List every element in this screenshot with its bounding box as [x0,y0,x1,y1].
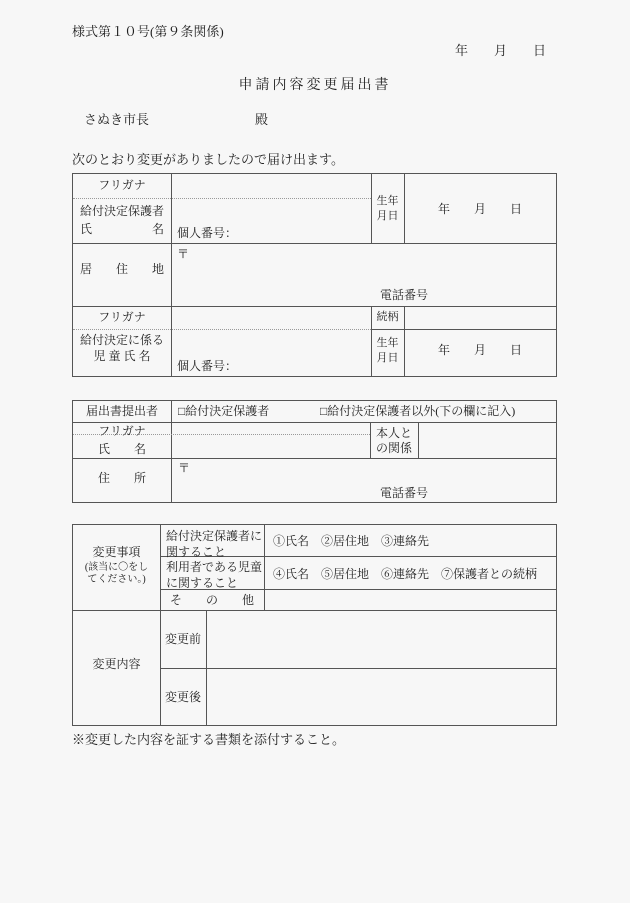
furigana-divider [73,329,371,330]
residence-label: 居 住 地 [79,262,164,276]
divider [404,306,405,376]
divider [418,422,419,458]
change-table [72,524,557,726]
divider [73,458,556,459]
page-title: 申請内容変更届出書 [238,78,392,93]
guardian-name-label-line1: 給付決定保護者 [79,204,164,218]
divider [73,422,556,423]
submitter-relation-label-line1: 本人と [375,426,412,440]
row-guardian-label-line2: 関すること [166,545,227,559]
divider [73,243,556,244]
option-other-label: 給付決定保護者以外(下の欄に記入) [327,404,516,418]
change-items-note-line1: (該当に〇をし [84,562,149,573]
form-number: 様式第１０号(第９条関係) [72,24,224,39]
submitter-name-label: 氏 名 [97,442,146,456]
furigana-divider [73,198,371,199]
intro-text: 次のとおり変更がありましたので届け出ます。 [72,152,344,167]
divider [73,306,556,307]
birthdate-label-line1: 生年 [376,195,399,207]
child-name-label-line2: 児 童 氏 名 [93,349,151,363]
after-change-label: 変更後 [164,690,201,704]
divider [160,668,556,669]
change-items-note-line2: てください。) [87,574,146,585]
submitter-relation-label-line2: の関係 [375,441,412,455]
guardian-name-label-line2: 氏 名 [79,222,164,236]
row-guardian-label-line1: 給付決定保護者に [166,529,263,543]
furigana-label: フリガナ [98,178,146,192]
submitter-furigana-label: フリガナ [98,424,146,438]
checkbox-icon: □ [320,404,328,418]
guardian-birthdate-ymd: 年 月 日 [437,202,522,216]
divider [171,401,172,502]
child-birthdate-label-line2: 月日 [376,352,399,364]
divider [371,329,556,330]
personal-number-label: 個人番号： [177,226,238,240]
option-other [320,404,515,419]
divider [171,174,172,376]
submitter-table [72,400,557,503]
row-guardian-options: ①氏名 ②居住地 ③連絡先 [273,534,430,548]
submission-date-line: 年 月 日 [455,43,547,58]
child-birthdate-label-line1: 生年 [376,337,399,349]
change-content-label: 変更内容 [92,657,141,671]
child-furigana-label: フリガナ [98,310,146,324]
option-guardian [178,404,269,419]
before-change-label: 変更前 [164,632,201,646]
phone-label: 電話番号 [380,486,429,500]
guardian-table [72,173,557,377]
row-child-label-line2: に関すること [166,576,239,590]
footer-note: ※変更した内容を証する書類を添付すること。 [72,732,346,747]
child-personal-number-label: 個人番号： [177,359,238,373]
relation-label: 続柄 [376,311,399,323]
postal-mark: 〒 [177,247,190,261]
checkbox-icon: □ [178,404,186,418]
child-birthdate-ymd: 年 月 日 [437,343,522,357]
phone-label: 電話番号 [380,288,429,302]
submitter-address-label: 住 所 [97,471,146,485]
addressee: さぬき市長 [84,112,150,127]
change-items-label: 変更事項 [92,545,141,559]
divider [73,610,556,611]
option-guardian-label: 給付決定保護者 [185,404,270,418]
postal-mark: 〒 [178,461,191,475]
divider [264,525,265,610]
row-child-label-line1: 利用者である児童 [166,560,263,574]
addressee-honorific: 殿 [255,112,269,127]
row-other-label: そ の 他 [169,593,254,607]
row-child-options: ④氏名 ⑤居住地 ⑥連絡先 ⑦保護者との続柄 [273,567,538,581]
submitter-label: 届出書提出者 [85,404,158,418]
child-name-label-line1: 給付決定に係る [79,333,164,347]
birthdate-label-line2: 月日 [376,210,399,222]
